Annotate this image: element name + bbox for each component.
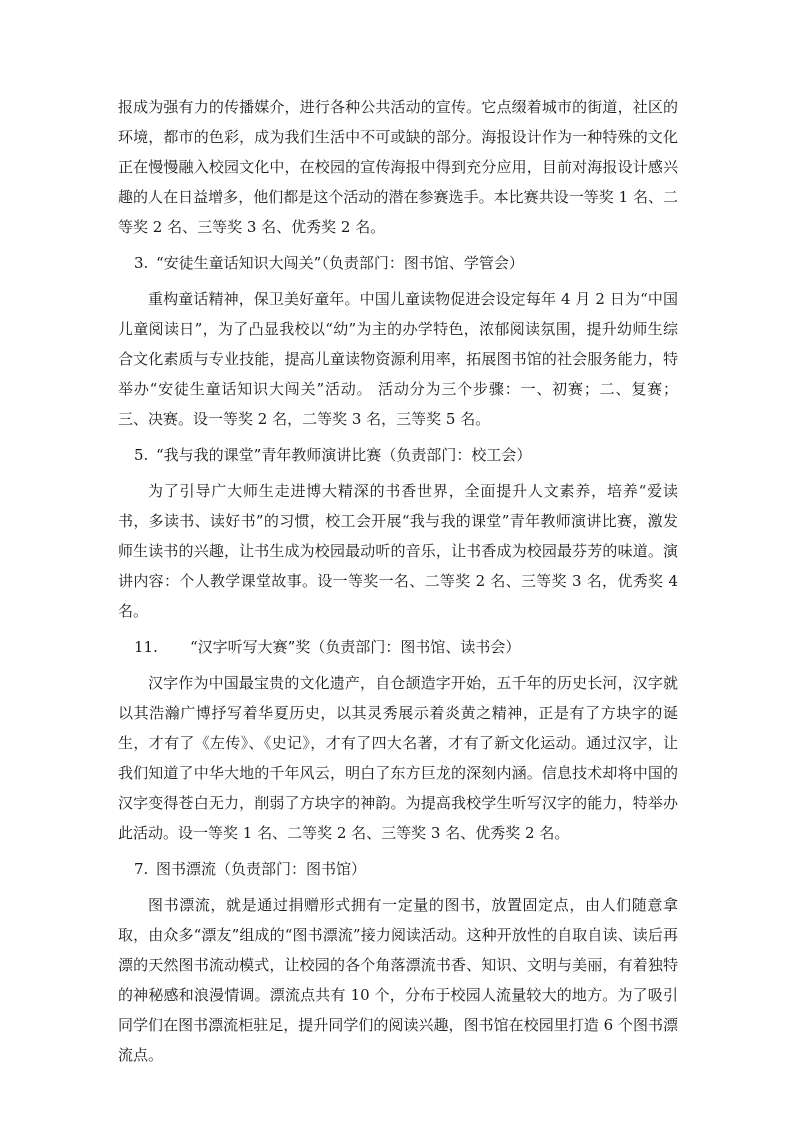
document-body <box>118 92 678 1070</box>
section-body-11: 汉字作为中国最宝贵的文化遗产，自仓颉造字开始，五千年的历史长河，汉字就以其浩瀚广博抒写着华夏历史，以其灵秀展示着炎黄之精神，正是有了方块字的诞生，才有了《左传》、《史记》，才有了四大名著，才有了新文化运动。通过汉字，让我们知道了中华大地的千年风云，明白了东方巨龙的深刻内涵。信息技术却将中国的汉字变得苍白无力，削弱了方块字的神韵。为提高我校学生听写汉字的能力，特举办此活动。设一等奖 1 名、二等奖 2 名、三等奖 3 名、优秀奖 2 名。 <box>118 674 678 842</box>
section-number: 7. <box>134 860 149 878</box>
section-heading-11 <box>118 632 678 662</box>
section-title: 图书漂流（负责部门：图书馆） <box>156 860 367 878</box>
section-body-3: 重构童话精神，保卫美好童年。中国儿童读物促进会设定每年 4 月 2 日为“中国儿童阅读日”，为了凸显我校以“幼”为主的办学特色，浓郁阅读氛围，提升幼师生综合文化素质与专业技能，提高儿童读物资源利用率，拓展图书馆的社会服务能力，特举办“安徒生童话知识大闯关”活动。 活动分为三个步骤：一、初赛；二、复赛；三、决赛。设一等奖 2 名，二等奖 3 名，三等奖 5 名。 <box>118 290 678 428</box>
section-number: 3. <box>134 254 149 272</box>
section-number: 11. <box>134 638 158 656</box>
section-title: “我与我的课堂”青年教师演讲比赛（负责部门：校工会） <box>156 446 532 464</box>
section-heading-7 <box>118 854 678 884</box>
section-heading-3 <box>118 248 678 278</box>
section-body-5: 为了引导广大师生走进博大精深的书香世界，全面提升人文素养，培养“爱读书，多读书、读好书”的习惯，校工会开展“我与我的课堂”青年教师演讲比赛，激发师生读书的兴趣，让书生成为校园最动听的音乐，让书香成为校园最芬芳的味道。演讲内容：个人教学课堂故事。设一等奖一名、二等奖 2 名、三等奖 3 名，优秀奖 4 名。 <box>118 482 678 620</box>
section-number: 5. <box>134 446 149 464</box>
section-title: “安徒生童话知识大闯关”（负责部门：图书馆、学管会） <box>156 254 524 272</box>
section-title: “汉字听写大赛”奖（负责部门：图书馆、读书会） <box>190 638 521 656</box>
intro-paragraph: 报成为强有力的传播媒介，进行各种公共活动的宣传。它点缀着城市的街道，社区的环境，都市的色彩，成为我们生活中不可或缺的部分。海报设计作为一种特殊的文化正在慢慢融入校园文化中，在校园的宣传海报中得到充分应用，目前对海报设计感兴趣的人在日益增多，他们都是这个活动的潜在参赛选手。本比赛共设一等奖 1 名、二等奖 2 名、三等奖 3 名、优秀奖 2 名。 <box>118 98 678 236</box>
section-body-7: 图书漂流，就是通过捐赠形式拥有一定量的图书，放置固定点，由人们随意拿取，由众多“漂友”组成的“图书漂流”接力阅读活动。这种开放性的自取自读、读后再漂的天然图书流动模式，让校园的各个角落漂流书香、知识、文明与美丽，有着独特的神秘感和浪漫情调。漂流点共有 10 个，分布于校园人流量较大的地方。为了吸引同学们在图书漂流柜驻足，提升同学们的阅读兴趣，图书馆在校园里打造 6 个图书漂流点。 <box>118 896 678 1064</box>
section-heading-5 <box>118 440 678 470</box>
